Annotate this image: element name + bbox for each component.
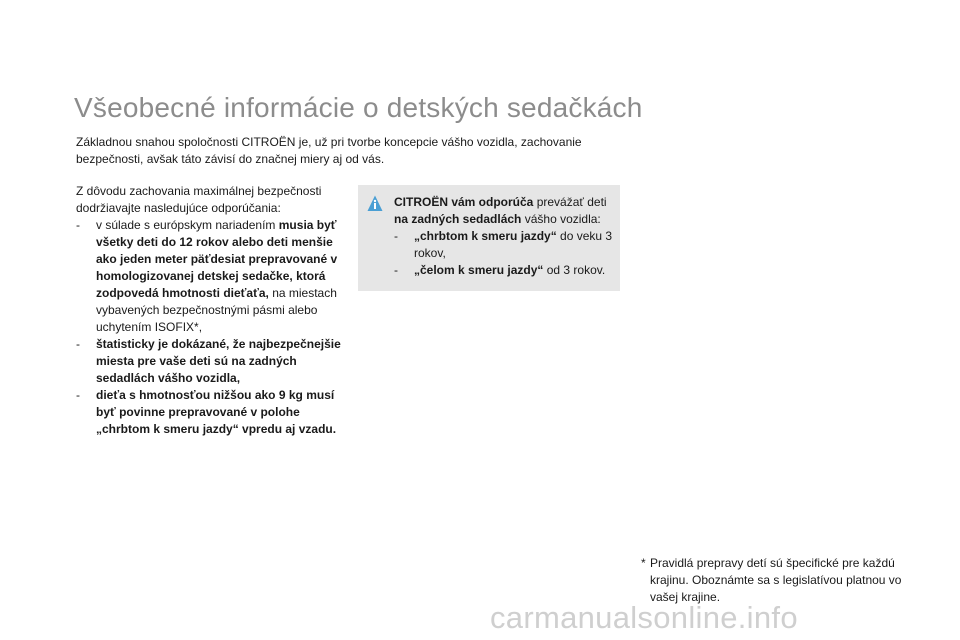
footnote-marker: * xyxy=(641,556,646,570)
footnote xyxy=(641,555,911,606)
info-box-lead-bold: na zadných sedadlách xyxy=(394,212,522,226)
recommendation-item xyxy=(76,387,348,438)
list-dash: - xyxy=(394,229,398,243)
list-dash: - xyxy=(76,337,80,351)
recommendation-bold: štatisticky je dokázané, že najbezpečnejšie miesta pre vaše deti sú na zadných sedadlách vášho vozidla, xyxy=(96,337,341,385)
info-box-item-bold: „čelom k smeru jazdy“ xyxy=(414,263,544,277)
list-dash: - xyxy=(76,388,80,402)
info-box-lead-text: prevážať deti xyxy=(533,195,607,209)
info-box-item xyxy=(394,262,616,279)
watermark: carmanualsonline.info xyxy=(490,600,798,635)
recommendations-column xyxy=(76,183,348,438)
recommendation-item xyxy=(76,336,348,387)
info-box-item-bold: „chrbtom k smeru jazdy“ xyxy=(414,229,557,243)
info-box-item-text: od 3 rokov. xyxy=(543,263,606,277)
citroen-recommendation-box xyxy=(358,185,620,291)
page-title: Všeobecné informácie o detských sedačkách xyxy=(74,92,643,123)
info-box-item-text: do veku 3 rokov, xyxy=(414,229,613,260)
intro-paragraph: Základnou snahou spoločnosti CITROËN je, už pri tvorbe koncepcie vášho vozidla, zachovanie bezpečnosti, avšak táto závisí do značnej miery aj od vás. xyxy=(76,135,582,166)
footnote-text: Pravidlá prepravy detí sú špecifické pre každú krajinu. Oboznámte sa s legislatívou platnou vo vašej krajine. xyxy=(650,556,902,604)
recommendation-item xyxy=(76,217,348,336)
list-dash: - xyxy=(394,263,398,277)
info-box-lead-bold: CITROËN vám odporúča xyxy=(394,195,534,209)
recommendation-bold: musia byť všetky deti do 12 rokov alebo deti menšie ako jeden meter päťdesiat prepravované v homologizovanej detskej sedačke, ktorá zodpovedá hmotnosti dieťaťa, xyxy=(96,218,338,300)
info-box-item xyxy=(394,228,616,262)
info-icon xyxy=(367,195,383,212)
recommendation-bold: dieťa s hmotnosťou nižšou ako 9 kg musí byť povinne prepravované v polohe „chrbtom k smeru jazdy“ vpredu aj vzadu. xyxy=(96,388,337,436)
recommendation-text: v súlade s európskym nariadením xyxy=(96,218,279,232)
info-box-lead xyxy=(394,194,616,228)
recommendation-text-tail: na miestach vybavených bezpečnostnými pásmi alebo uchytením ISOFIX*, xyxy=(96,286,337,334)
list-dash: - xyxy=(76,218,80,232)
info-box-lead-text: vášho vozidla: xyxy=(521,212,601,226)
recommendations-lead: Z dôvodu zachovania maximálnej bezpečnosti dodržiavajte nasledujúce odporúčania: xyxy=(76,184,322,215)
